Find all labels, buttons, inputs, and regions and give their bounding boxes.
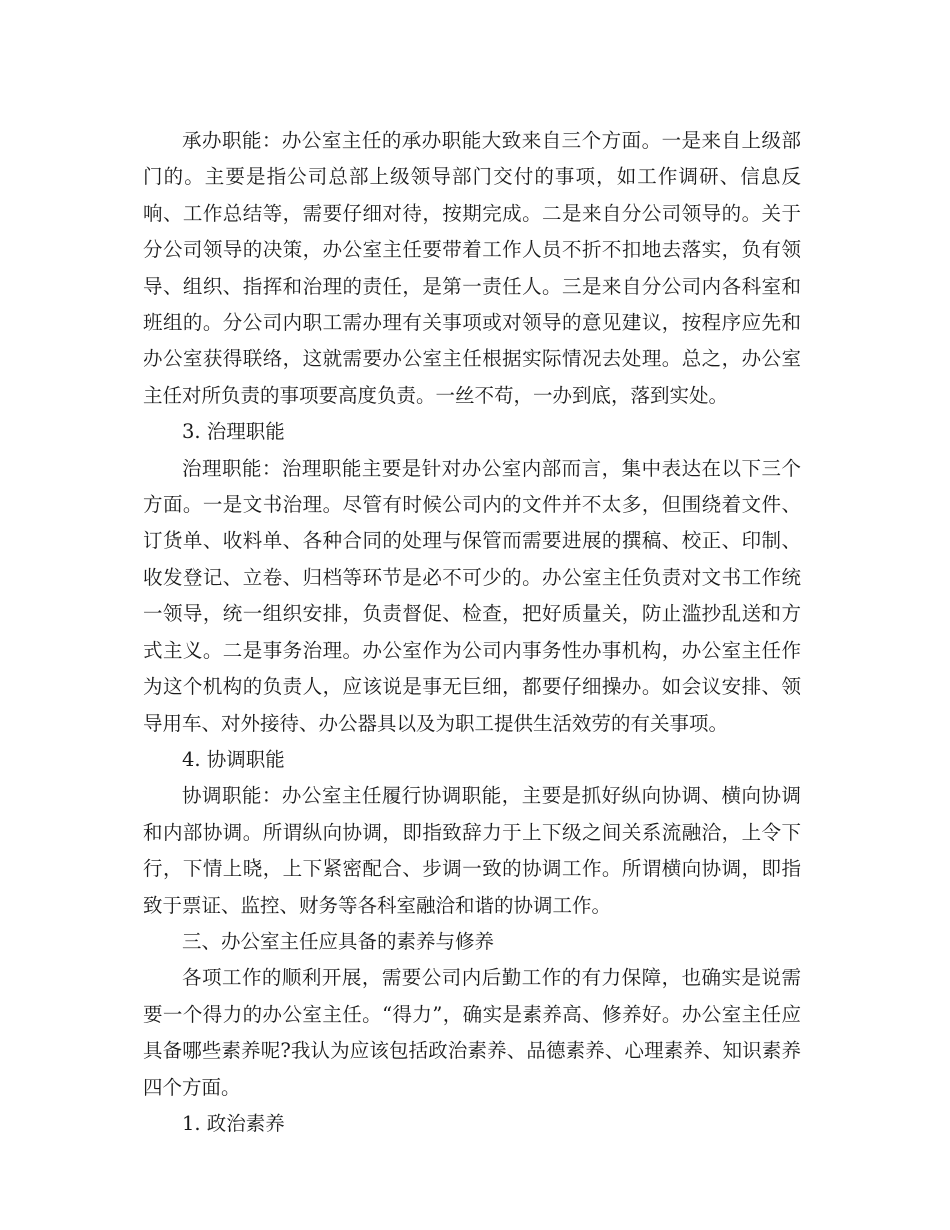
document-body [143, 123, 801, 1142]
paragraph-qualities-intro: 各项工作的顺利开展，需要公司内后勤工作的有力保障，也确实是说需要一个得力的办公室主任。“得力”，确实是素养高、修养好。办公室主任应具备哪些素养呢?我认为应该包括政治素养、品德素养、心理素养、知识素养四个方面。 [143, 966, 801, 1099]
section-heading-political-quality: 1. 政治素养 [182, 1111, 285, 1135]
paragraph-undertaking-function: 承办职能：办公室主任的承办职能大致来自三个方面。一是来自上级部门的。主要是指公司总部上级领导部门交付的事项，如工作调研、信息反响、工作总结等，需要仔细对待，按期完成。二是来自分公司领导的。关于分公司领导的决策，办公室主任要带着工作人员不折不扣地去落实，负有领导、组织、指挥和治理的责任，是第一责任人。三是来自分公司内各科室和班组的。分公司内职工需办理有关事项或对领导的意见建议，按程序应先和办公室获得联络，这就需要办公室主任根据实际情况去处理。总之，办公室主任对所负责的事项要高度负责。一丝不苟，一办到底，落到实处。 [143, 129, 801, 407]
paragraph-management-function: 治理职能：治理职能主要是针对办公室内部而言，集中表达在以下三个方面。一是文书治理。尽管有时候公司内的文件并不太多，但围绕着文件、订货单、收料单、各种合同的处理与保管而需要进展的撰稿、校正、印制、收发登记、立卷、归档等环节是必不可少的。办公室主任负责对文书工作统一领导，统一组织安排，负责督促、检查，把好质量关，防止滥抄乱送和方式主义。二是事务治理。办公室作为公司内事务性办事机构，办公室主任作为这个机构的负责人，应该说是事无巨细，都要仔细操办。如会议安排、领导用车、对外接待、办公器具以及为职工提供生活效劳的有关事项。 [143, 456, 801, 735]
paragraph-coordination-function: 协调职能：办公室主任履行协调职能，主要是抓好纵向协调、横向协调和内部协调。所谓纵向协调，即指致辞力于上下级之间关系流融洽，上令下行，下情上晓，上下紧密配合、步调一致的协调工作。所谓横向协调，即指致于票证、监控、财务等各科室融洽和谐的协调工作。 [143, 784, 801, 917]
section-heading-management-function: 3. 治理职能 [182, 420, 285, 444]
section-heading-coordination-function: 4. 协调职能 [182, 747, 285, 771]
chapter-heading-qualities: 三、办公室主任应具备的素养与修养 [182, 929, 495, 953]
